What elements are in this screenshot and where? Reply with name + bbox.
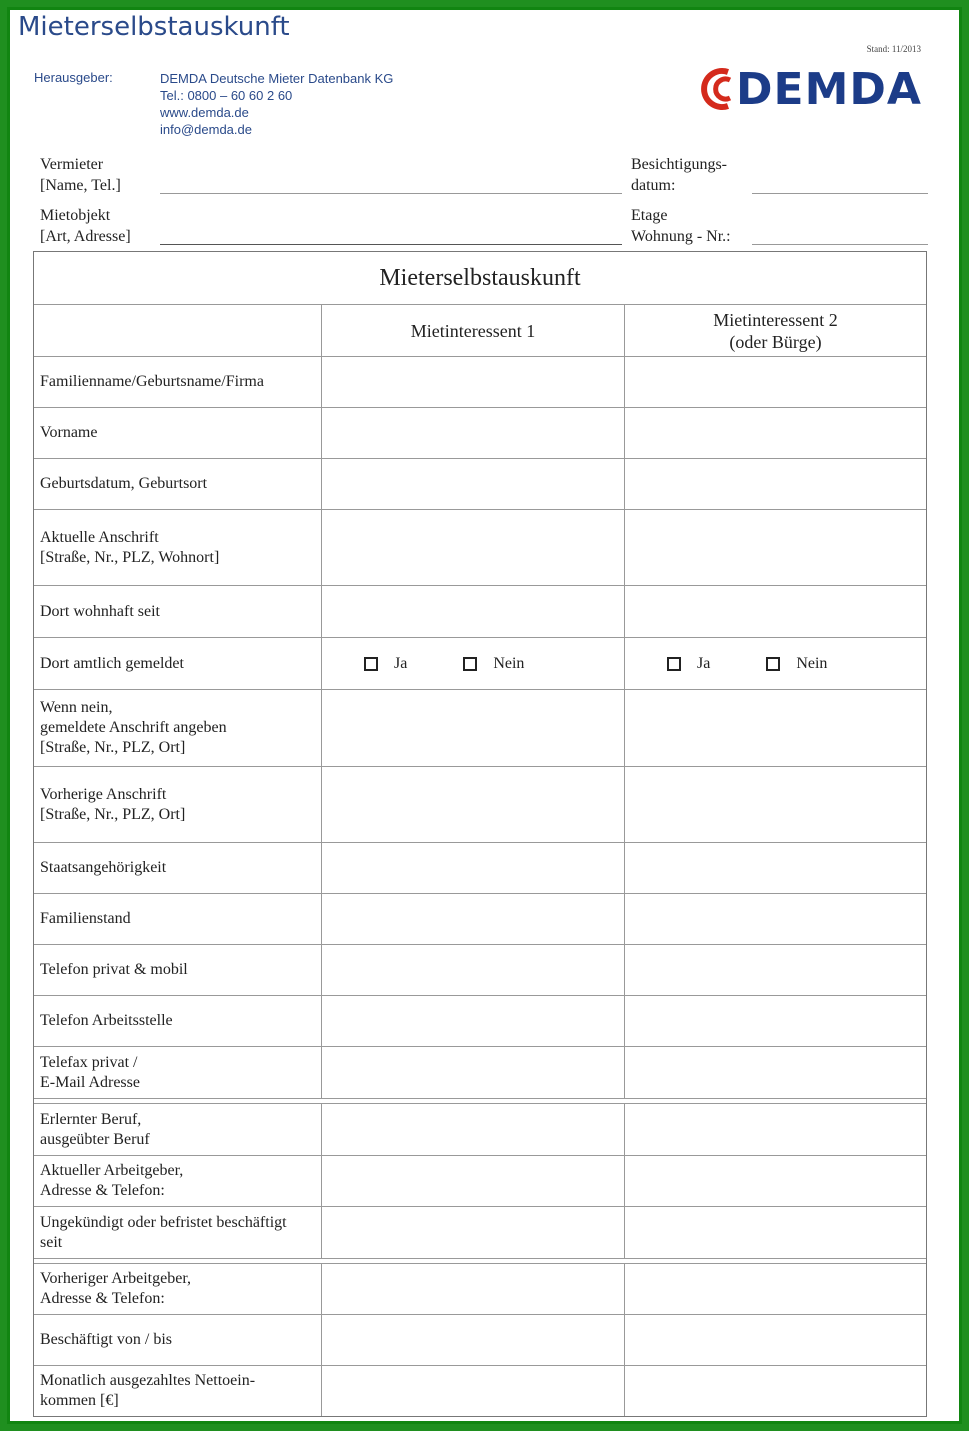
- field-2[interactable]: [625, 408, 926, 458]
- besichtigung-label: Besichtigungs- datum:: [631, 156, 727, 194]
- field-2[interactable]: [625, 1264, 926, 1314]
- row-label: Monatlich ausgezahltes Nettoein- kommen [€]: [34, 1366, 322, 1416]
- field-2[interactable]: [625, 996, 926, 1046]
- publisher-phone: Tel.: 0800 – 60 60 2 60: [160, 88, 293, 103]
- table-row: [34, 1207, 926, 1259]
- logo-text: DEMDA: [736, 63, 922, 115]
- checkbox-icon[interactable]: [364, 657, 378, 671]
- corner-cell: [34, 305, 322, 356]
- no-label: Nein: [796, 654, 828, 672]
- table-row: [34, 1315, 926, 1366]
- field-1[interactable]: [322, 767, 625, 842]
- field-1[interactable]: [322, 459, 625, 509]
- table-row: [34, 996, 926, 1047]
- field-2[interactable]: [625, 767, 926, 842]
- row-label: Vorherige Anschrift [Straße, Nr., PLZ, Ort]: [34, 767, 322, 842]
- row-label: Vorheriger Arbeitgeber, Adresse & Telefon:: [34, 1264, 322, 1314]
- yes-option-2[interactable]: [667, 655, 710, 673]
- vermieter-field[interactable]: [160, 193, 622, 194]
- row-label: Familienstand: [34, 894, 322, 944]
- checkbox-icon[interactable]: [766, 657, 780, 671]
- row-label: Dort amtlich gemeldet: [34, 638, 322, 689]
- field-1[interactable]: [322, 1366, 625, 1416]
- publisher-email: info@demda.de: [160, 122, 252, 137]
- row-label: Erlernter Beruf, ausgeübter Beruf: [34, 1104, 322, 1155]
- table-row: [34, 690, 926, 767]
- form-title: Mieterselbstauskunft: [34, 252, 926, 305]
- table-row: [34, 357, 926, 408]
- besichtigung-field[interactable]: [752, 193, 928, 194]
- row-label: Aktuelle Anschrift [Straße, Nr., PLZ, Wohnort]: [34, 510, 322, 585]
- field-1[interactable]: [322, 1156, 625, 1206]
- vermieter-label: Vermieter [Name, Tel.]: [40, 156, 121, 194]
- field-1[interactable]: [322, 357, 625, 407]
- table-row: [34, 894, 926, 945]
- publisher-web: www.demda.de: [160, 105, 249, 120]
- table-row: [34, 1104, 926, 1156]
- field-1[interactable]: [322, 1264, 625, 1314]
- row-label: Wenn nein, gemeldete Anschrift angeben [Straße, Nr., PLZ, Ort]: [34, 690, 322, 766]
- col-head-1: Mietinteressent 1: [322, 305, 625, 356]
- field-2[interactable]: [625, 1104, 926, 1155]
- row-label: Telefon privat & mobil: [34, 945, 322, 995]
- field-1[interactable]: [322, 1207, 625, 1258]
- field-1[interactable]: [322, 843, 625, 893]
- column-header-row: [34, 305, 926, 357]
- table-row: [34, 510, 926, 586]
- no-label: Nein: [493, 654, 525, 672]
- field-1[interactable]: [322, 1047, 625, 1098]
- row-label: Telefax privat / E-Mail Adresse: [34, 1047, 322, 1098]
- row-label: Staatsangehörigkeit: [34, 843, 322, 893]
- table-row: [34, 1366, 926, 1416]
- logo-mark-icon: [698, 66, 738, 112]
- no-option-1[interactable]: [463, 655, 524, 673]
- row-label: Dort wohnhaft seit: [34, 586, 322, 637]
- yes-option-1[interactable]: [364, 655, 407, 673]
- field-2[interactable]: [625, 1315, 926, 1365]
- table-row: [34, 408, 926, 459]
- mietobjekt-label: Mietobjekt [Art, Adresse]: [40, 207, 131, 245]
- registered-checks-1: [322, 638, 625, 689]
- field-2[interactable]: [625, 1047, 926, 1098]
- stand-date: Stand: 11/2013: [866, 44, 921, 54]
- table-row: [34, 586, 926, 638]
- row-label: Ungekündigt oder befristet beschäftigt seit: [34, 1207, 322, 1258]
- field-2[interactable]: [625, 1156, 926, 1206]
- field-2[interactable]: [625, 690, 926, 766]
- field-2[interactable]: [625, 1207, 926, 1258]
- field-2[interactable]: [625, 459, 926, 509]
- field-2[interactable]: [625, 586, 926, 637]
- etage-field[interactable]: [752, 244, 928, 245]
- row-label: Aktueller Arbeitgeber, Adresse & Telefon:: [34, 1156, 322, 1206]
- table-row: [34, 1047, 926, 1099]
- field-2[interactable]: [625, 843, 926, 893]
- table-row: [34, 1264, 926, 1315]
- field-2[interactable]: [625, 510, 926, 585]
- col-head-2: Mietinteressent 2 (oder Bürge): [713, 309, 838, 352]
- field-1[interactable]: [322, 586, 625, 637]
- row-label: Geburtsdatum, Geburtsort: [34, 459, 322, 509]
- field-1[interactable]: [322, 996, 625, 1046]
- checkbox-icon[interactable]: [463, 657, 477, 671]
- field-1[interactable]: [322, 408, 625, 458]
- demda-logo: [698, 62, 928, 116]
- self-disclosure-form: [33, 251, 927, 1417]
- registered-checks-2: [625, 638, 926, 689]
- field-1[interactable]: [322, 945, 625, 995]
- yes-label: Ja: [394, 654, 408, 672]
- field-1[interactable]: [322, 510, 625, 585]
- mietobjekt-field[interactable]: [160, 244, 622, 245]
- field-2[interactable]: [625, 894, 926, 944]
- row-label: Vorname: [34, 408, 322, 458]
- publisher-name: DEMDA Deutsche Mieter Datenbank KG: [160, 71, 394, 86]
- table-row: [34, 945, 926, 996]
- field-2[interactable]: [625, 357, 926, 407]
- row-label: Telefon Arbeitsstelle: [34, 996, 322, 1046]
- field-2[interactable]: [625, 1366, 926, 1416]
- table-row: [34, 459, 926, 510]
- publisher-label: Herausgeber:: [34, 70, 113, 85]
- field-2[interactable]: [625, 945, 926, 995]
- field-1[interactable]: [322, 1315, 625, 1365]
- field-1[interactable]: [322, 690, 625, 766]
- table-row: [34, 767, 926, 843]
- field-1[interactable]: [322, 1104, 625, 1155]
- no-option-2[interactable]: [766, 655, 827, 673]
- document-page: [10, 10, 959, 1421]
- field-1[interactable]: [322, 894, 625, 944]
- row-label: Familienname/Geburtsname/Firma: [34, 357, 322, 407]
- publisher-info: [160, 70, 393, 138]
- document-title: Mieterselbstauskunft: [18, 12, 290, 42]
- table-row: [34, 1156, 926, 1207]
- table-row: [34, 843, 926, 894]
- row-label: Beschäftigt von / bis: [34, 1315, 322, 1365]
- etage-label: Etage Wohnung - Nr.:: [631, 207, 731, 245]
- yes-label: Ja: [697, 654, 711, 672]
- checkbox-icon[interactable]: [667, 657, 681, 671]
- table-row: [34, 638, 926, 690]
